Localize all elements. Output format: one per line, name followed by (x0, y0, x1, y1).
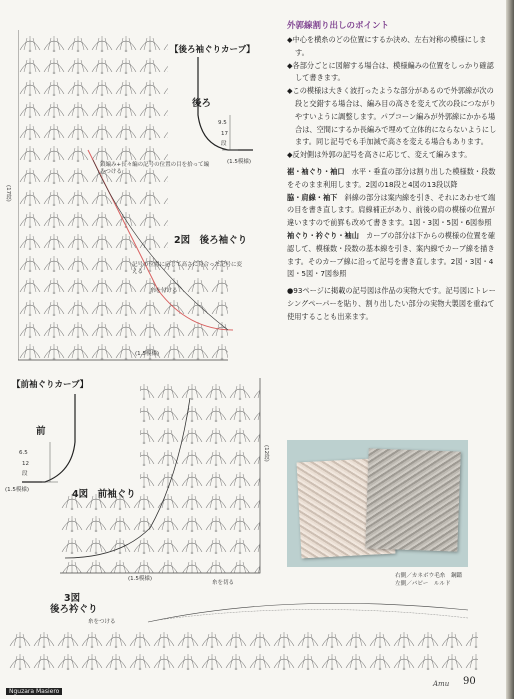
page-number: 90 (463, 676, 476, 687)
back-note-3: 糸を付ける (150, 288, 178, 294)
source-watermark: Nguzara Masiero (6, 688, 62, 695)
magazine-name: Amu (433, 680, 450, 688)
paragraph-hem-text: 水平・垂直の部分は割り出した模様数・段数をそのまま利用します。2図の18段と4図の13段以降 (287, 166, 496, 189)
back-dim-unit: 段 (221, 141, 227, 147)
paragraph-side (287, 192, 499, 230)
front-piece-label: 前 (36, 426, 46, 437)
paragraph-curve-term: 袖ぐり・衿ぐり・袖山 (287, 230, 359, 240)
swatch-right (365, 448, 460, 551)
page-spine (506, 0, 514, 699)
swatch-photo (287, 440, 468, 567)
front-bottom-label: (1.5模様) (128, 576, 153, 582)
back-piece-label: 後ろ (192, 98, 212, 109)
caption-line-2: 左側／パピー ルルド (395, 581, 451, 587)
paragraph-side-text: 斜線の部分は案内線を引き、それにあわせて端の目を書き直します。肩線補正があり、前後の肩の模様の位置が違いますので前罫も改めて書きます。1図・3図・5図・6図参照 (287, 192, 496, 228)
bullet-3: ◆この模様は大きく波打ったような部分があるので外郭線が次の段と交錯する場合は、編み目の高さを変えて次の段につながりやすいように調整します。パプコーン編みが外郭線にかかる場合は、空間にするか長編みで埋めて立体的にならないようにします。同じ記号でも手加減で高さを変える場合もあります。 (287, 86, 497, 147)
back-side-label: (17段) (5, 185, 11, 202)
caption-line-1: 右側／カネボウ毛糸 鋼鑑 (395, 573, 463, 579)
back-width-label: (1.5模様) (227, 159, 252, 165)
collar-cut-label: 糸を切る (212, 580, 235, 586)
front-side-label: (12段) (263, 445, 269, 462)
back-dim-cm: 9.5 (218, 120, 227, 126)
front-width-label: (1.5模様) (5, 487, 30, 493)
collar-figure-title-2: 後ろ衿ぐり (50, 604, 98, 615)
front-dim-rows: 12 (22, 461, 29, 467)
front-dim-cm: 6.5 (19, 450, 28, 456)
paragraph-curve-text: カーブの部分は下からの模様の位置を確認して、模様数・段数の基本線を引き、案内線でカーブ線を描きます。そのカーブ線に沿って記号を書き直します。2図・3図・4図・5図・7図参照 (287, 230, 496, 279)
back-box-title: 【後ろ袖ぐりカーブ】 (170, 45, 255, 55)
section-title: 外郭線割り出しのポイント (287, 21, 390, 31)
back-figure-title: 2図 後ろ袖ぐり (174, 235, 248, 246)
paragraph-curve (287, 230, 499, 281)
construction-notes (287, 20, 499, 324)
back-bottom-label: (1.5模様) (135, 351, 160, 357)
photo-caption (395, 572, 462, 588)
back-schematic (168, 55, 258, 165)
collar-attach-label: 糸をつける (88, 619, 116, 625)
back-note-1: 鎖編み+長々編の記号の位置の目を拾って編みつける (100, 162, 210, 175)
paragraph-side-term: 脇・肩線・袖下 (287, 192, 338, 202)
paragraph-hem-term: 裾・袖ぐり・袖口 (287, 166, 345, 176)
back-note-2: 記号の位置に応じて高さに見合った記号に変える (132, 262, 243, 275)
front-figure-title: 4図 前袖ぐり (72, 489, 136, 500)
bullet-2: ◆各部分ごとに図解する場合は、模様編みの位置をしっかり確認して書きます。 (287, 60, 494, 83)
back-dim-rows: 17 (221, 131, 228, 137)
bullet-4: ◆反対側は外郭の記号を高さに応じて、変えて編みます。 (287, 150, 472, 160)
bullet-1: ◆中心を横糸のどの位置にするか決め、左右対称の模様にします。 (287, 35, 487, 57)
front-armhole-chart (60, 378, 275, 578)
front-stitch-grid (60, 378, 260, 573)
collar-figure-title-1: 3図 (64, 593, 81, 604)
front-box-title: 【前袖ぐりカーブ】 (12, 380, 89, 390)
paragraph-hem (287, 166, 499, 192)
front-dim-unit: 段 (22, 471, 28, 477)
closing-note: ●93ページに掲載の記号図は作品の実物大です。記号図にトレーシングペーパーを貼り、割り出したい部分の実物大製図を重ねて使用することも出来ます。 (287, 286, 496, 321)
